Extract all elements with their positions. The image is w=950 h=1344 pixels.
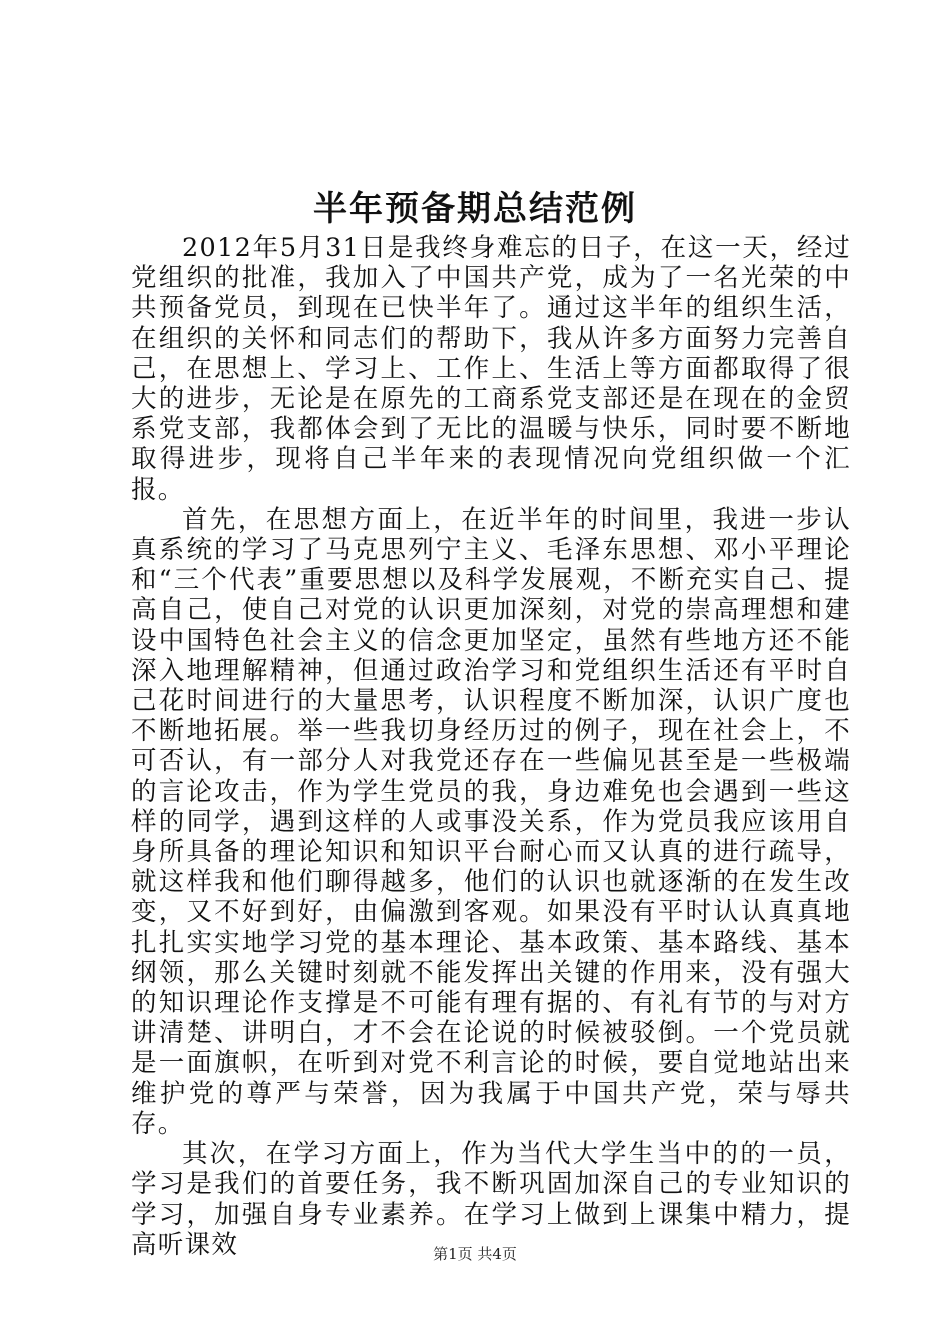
document-body [131,233,851,1260]
document-title: 半年预备期总结范例 [313,189,637,229]
paragraph-1: 2012年5月31日是我终身难忘的日子，在这一天，经过党组织的批准，我加入了中国共产党，成为了一名光荣的中共预备党员，到现在已快半年了。通过这半年的组织生活，在组织的关怀和同志们的帮助下，我从许多方面努力完善自己，在思想上、学习上、工作上、生活上等方面都取得了很大的进步，无论是在原先的工商系党支部还是在现在的金贸系党支部，我都体会到了无比的温暖与快乐，同时要不断地取得进步，现将自己半年来的表现情况向党组织做一个汇报。 [131,233,851,505]
paragraph-2: 首先，在思想方面上，在近半年的时间里，我进一步认真系统的学习了马克思列宁主义、毛泽东思想、邓小平理论和“三个代表”重要思想以及科学发展观，不断充实自己、提高自己，使自己对党的认识更加深刻，对党的崇高理想和建设中国特色社会主义的信念更加坚定，虽然有些地方还不能深入地理解精神，但通过政治学习和党组织生活还有平时自己花时间进行的大量思考，认识程度不断加深，认识广度也不断地拓展。举一些我切身经历过的例子，现在社会上，不可否认，有一部分人对我党还存在一些偏见甚至是一些极端的言论攻击，作为学生党员的我，身边难免也会遇到一些这样的同学，遇到这样的人或事没关系，作为党员我应该用自身所具备的理论知识和知识平台耐心而又认真的进行疏导，就这样我和他们聊得越多，他们的认识也就逐渐的在发生改变，又不好到好，由偏激到客观。如果没有平时认认真真地扎扎实实地学习党的基本理论、基本政策、基本路线、基本纲领，那么关键时刻就不能发挥出关键的作用来，没有强大的知识理论作支撑是不可能有理有据的、有礼有节的与对方讲清楚、讲明白，才不会在论说的时候被驳倒。一个党员就是一面旗帜，在听到对党不利言论的时候，要自觉地站出来维护党的尊严与荣誉，因为我属于中国共产党，荣与辱共存。 [131,504,851,1139]
paragraph-3: 其次，在学习方面上，作为当代大学生当中的的一员，学习是我们的首要任务，我不断巩固加深自己的专业知识的学习，加强自身专业素养。在学习上做到上课集中精力，提高听课效 [131,1139,851,1260]
page-number-footer: 第1页 共4页 [433,1245,517,1263]
